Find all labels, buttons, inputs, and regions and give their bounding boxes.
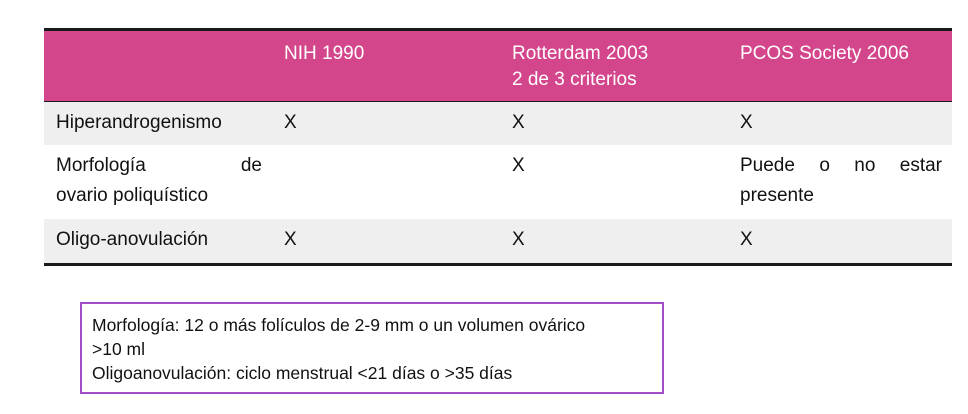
table-row [44, 101, 952, 145]
cell-rotterdam: X [500, 101, 728, 145]
cell-pcos: X [728, 101, 952, 145]
definitions-note-box [80, 302, 664, 394]
cell-nih: X [284, 229, 297, 250]
header-pcos-society-2006-label: PCOS Society 2006 [740, 43, 909, 64]
pcos-criteria-table-container [44, 28, 952, 266]
table-header-row [44, 31, 952, 101]
header-pcos-society-2006 [728, 31, 952, 101]
note-line-volume: >10 ml [92, 339, 146, 359]
cell-nih [272, 145, 500, 219]
cell-pcos: X [740, 229, 753, 250]
header-nih-1990 [272, 31, 500, 101]
cell-rotterdam: X [512, 229, 525, 250]
header-rotterdam-2003 [500, 31, 728, 101]
note-line-oligoanovulacion: Oligoanovulación: ciclo menstrual <21 días o >35 días [92, 363, 513, 383]
header-rotterdam-2003-label: Rotterdam 2003 [512, 43, 649, 64]
cell-pcos-line2: presente [740, 185, 814, 206]
row-label-morfologia-line2: ovario poliquístico [56, 185, 209, 206]
header-empty [44, 31, 272, 101]
cell-pcos [728, 145, 952, 219]
cell-pcos-line1: Puede o no estar [740, 155, 942, 176]
header-rotterdam-2003-sub: 2 de 3 criterios [512, 69, 637, 90]
cell-rotterdam: X [512, 155, 525, 176]
table-row [44, 145, 952, 219]
row-label-morfologia [44, 145, 272, 219]
table-row [44, 219, 952, 263]
header-nih-1990-label: NIH 1990 [284, 43, 365, 64]
cell-nih: X [272, 101, 500, 145]
row-label-hiperandrogenismo: Hiperandrogenismo [44, 101, 272, 145]
pcos-criteria-table [44, 31, 952, 263]
row-label-morfologia-line1: Morfología de [56, 155, 262, 176]
note-line-morfologia: Morfología: 12 o más folículos de 2-9 mm o un volumen ovárico [92, 315, 586, 335]
row-label-oligo-anovulacion: Oligo-anovulación [56, 229, 209, 250]
